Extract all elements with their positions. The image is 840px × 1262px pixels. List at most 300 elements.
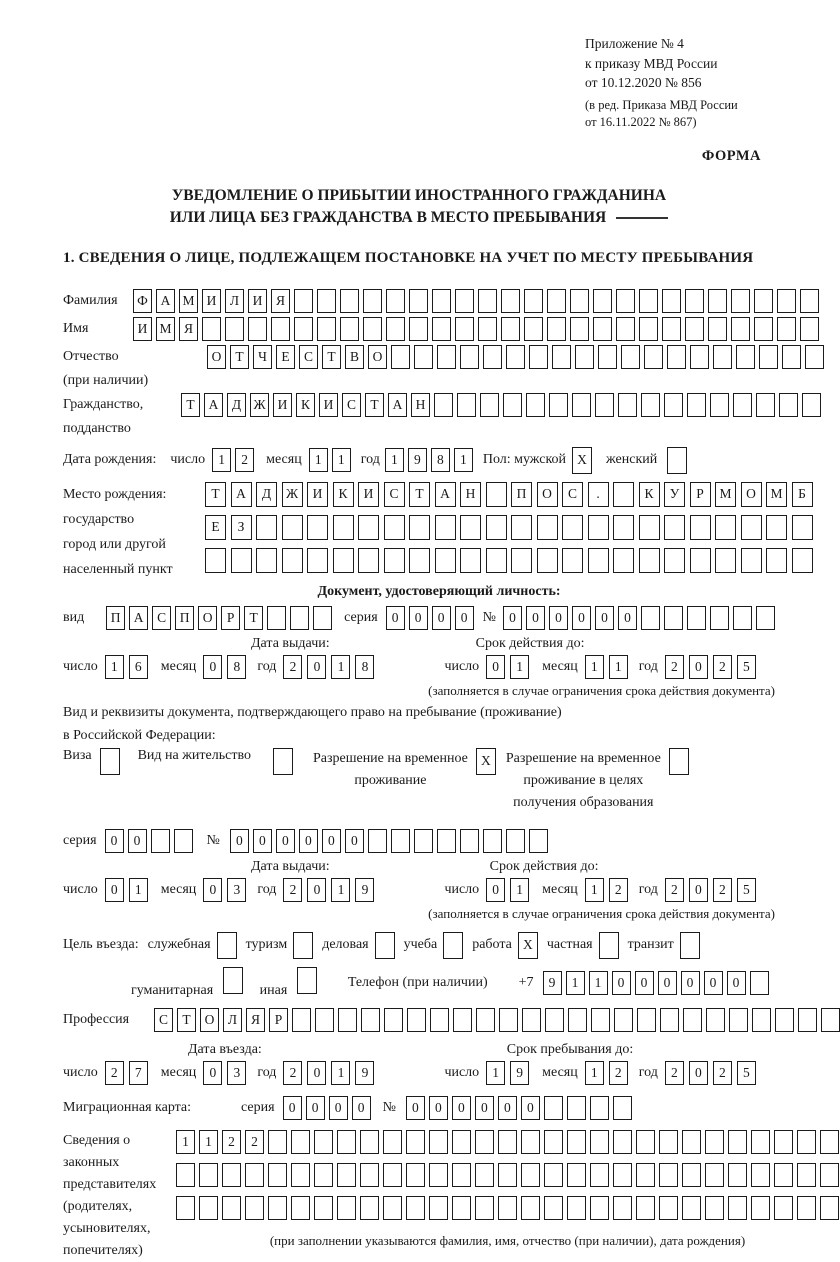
form-cell[interactable]: Л [225,289,244,313]
form-cell[interactable] [267,606,286,630]
form-cell[interactable] [687,393,706,417]
form-cell[interactable]: О [207,345,226,369]
form-cell[interactable]: Т [205,482,226,507]
form-cell[interactable]: 9 [408,448,427,472]
form-cell[interactable]: 3 [227,878,246,902]
form-cell[interactable] [476,1008,495,1032]
form-cell[interactable]: 0 [306,1096,325,1120]
form-cell[interactable] [176,1196,195,1220]
form-cell[interactable] [268,1163,287,1187]
form-cell[interactable] [338,1008,357,1032]
form-cell[interactable]: Т [409,482,430,507]
form-cell[interactable] [443,932,463,959]
form-cell[interactable] [733,393,752,417]
form-cell[interactable] [337,1130,356,1154]
form-cell[interactable] [682,1163,701,1187]
form-cell[interactable] [506,829,525,853]
form-cell[interactable]: Д [227,393,246,417]
form-cell[interactable] [733,606,752,630]
form-cell[interactable]: Н [411,393,430,417]
form-cell[interactable] [683,1008,702,1032]
form-cell[interactable] [775,1008,794,1032]
form-cell[interactable] [529,829,548,853]
form-cell[interactable] [613,1196,632,1220]
form-cell[interactable] [637,1008,656,1032]
form-cell[interactable] [797,1163,816,1187]
form-cell[interactable] [386,289,405,313]
form-cell[interactable] [529,345,548,369]
form-cell[interactable]: 0 [307,1061,326,1085]
form-cell[interactable] [667,447,687,474]
form-cell[interactable]: 2 [283,1061,302,1085]
form-cell[interactable] [590,1096,609,1120]
form-cell[interactable]: 1 [105,655,124,679]
form-cell[interactable] [690,548,711,573]
form-cell[interactable] [314,1196,333,1220]
form-cell[interactable] [256,548,277,573]
form-cell[interactable] [690,345,709,369]
form-cell[interactable] [452,1130,471,1154]
form-cell[interactable]: 1 [510,655,529,679]
form-cell[interactable]: Р [269,1008,288,1032]
form-cell[interactable] [751,1163,770,1187]
form-cell[interactable] [779,393,798,417]
form-cell[interactable]: 5 [737,878,756,902]
form-cell[interactable] [705,1163,724,1187]
form-cell[interactable]: 0 [595,606,614,630]
form-cell[interactable]: С [342,393,361,417]
form-cell[interactable]: 0 [128,829,147,853]
form-cell[interactable]: 0 [406,1096,425,1120]
form-cell[interactable] [292,1008,311,1032]
form-cell[interactable]: 0 [455,606,474,630]
form-cell[interactable]: 0 [681,971,700,995]
form-cell[interactable] [544,1096,563,1120]
form-cell[interactable] [333,548,354,573]
form-cell[interactable] [741,548,762,573]
form-cell[interactable]: 1 [309,448,328,472]
form-cell[interactable] [798,1008,817,1032]
form-cell[interactable]: 2 [245,1130,264,1154]
form-cell[interactable]: Т [230,345,249,369]
form-cell[interactable] [223,967,243,994]
form-cell[interactable] [174,829,193,853]
form-cell[interactable] [575,345,594,369]
form-cell[interactable]: 5 [737,655,756,679]
form-cell[interactable] [547,317,566,341]
form-cell[interactable]: 1 [585,655,604,679]
form-cell[interactable] [641,393,660,417]
form-cell[interactable] [430,1008,449,1032]
form-cell[interactable]: Т [177,1008,196,1032]
form-cell[interactable] [368,829,387,853]
form-cell[interactable] [715,548,736,573]
form-cell[interactable]: И [358,482,379,507]
form-cell[interactable]: 0 [689,1061,708,1085]
form-cell[interactable]: 0 [521,1096,540,1120]
form-cell[interactable] [667,345,686,369]
form-cell[interactable] [231,548,252,573]
form-cell[interactable] [728,1130,747,1154]
form-cell[interactable]: 0 [105,829,124,853]
form-cell[interactable] [315,1008,334,1032]
form-cell[interactable] [613,1130,632,1154]
form-cell[interactable] [360,1196,379,1220]
form-cell[interactable] [199,1196,218,1220]
form-cell[interactable] [641,606,660,630]
form-cell[interactable] [498,1130,517,1154]
form-cell[interactable] [544,1163,563,1187]
form-cell[interactable] [598,345,617,369]
form-cell[interactable] [480,393,499,417]
form-cell[interactable]: 0 [307,655,326,679]
form-cell[interactable] [710,393,729,417]
form-cell[interactable]: 0 [503,606,522,630]
form-cell[interactable] [176,1163,195,1187]
form-cell[interactable] [802,393,821,417]
form-cell[interactable]: 0 [658,971,677,995]
form-cell[interactable] [613,515,634,540]
form-cell[interactable] [800,317,819,341]
form-cell[interactable] [406,1163,425,1187]
form-cell[interactable] [407,1008,426,1032]
form-cell[interactable] [406,1130,425,1154]
form-cell[interactable] [375,932,395,959]
form-cell[interactable]: 2 [665,655,684,679]
form-cell[interactable] [524,317,543,341]
form-cell[interactable] [570,317,589,341]
form-cell[interactable] [766,548,787,573]
form-cell[interactable] [662,317,681,341]
form-cell[interactable] [820,1130,839,1154]
form-cell[interactable]: У [664,482,685,507]
form-cell[interactable] [797,1130,816,1154]
form-cell[interactable] [245,1196,264,1220]
form-cell[interactable]: 0 [486,655,505,679]
form-cell[interactable]: Е [276,345,295,369]
form-cell[interactable] [453,1008,472,1032]
form-cell[interactable] [731,317,750,341]
form-cell[interactable] [282,548,303,573]
form-cell[interactable]: Т [365,393,384,417]
form-cell[interactable] [460,548,481,573]
form-cell[interactable] [736,345,755,369]
form-cell[interactable] [291,1163,310,1187]
form-cell[interactable] [437,829,456,853]
form-cell[interactable] [383,1130,402,1154]
form-cell[interactable]: 2 [713,655,732,679]
form-cell[interactable] [337,1163,356,1187]
form-cell[interactable] [567,1130,586,1154]
form-cell[interactable] [314,1130,333,1154]
form-cell[interactable] [483,829,502,853]
form-cell[interactable]: М [156,317,175,341]
form-cell[interactable]: 0 [526,606,545,630]
form-cell[interactable] [429,1163,448,1187]
form-cell[interactable]: 2 [235,448,254,472]
form-cell[interactable] [751,1196,770,1220]
form-cell[interactable]: 0 [307,878,326,902]
form-cell[interactable]: 2 [609,1061,628,1085]
form-cell[interactable]: 1 [510,878,529,902]
form-cell[interactable]: 0 [230,829,249,853]
form-cell[interactable]: Ж [282,482,303,507]
form-cell[interactable] [273,748,293,775]
form-cell[interactable]: 0 [486,878,505,902]
form-cell[interactable]: Е [205,515,226,540]
form-cell[interactable] [545,1008,564,1032]
form-cell[interactable] [690,515,711,540]
form-cell[interactable]: С [384,482,405,507]
form-cell[interactable] [202,317,221,341]
form-cell[interactable] [409,548,430,573]
form-cell[interactable]: 1 [589,971,608,995]
form-cell[interactable]: 1 [454,448,473,472]
form-cell[interactable] [317,317,336,341]
form-cell[interactable] [455,289,474,313]
form-cell[interactable] [307,548,328,573]
form-cell[interactable] [414,829,433,853]
form-cell[interactable]: 2 [222,1130,241,1154]
form-cell[interactable] [317,289,336,313]
form-cell[interactable]: Т [244,606,263,630]
form-cell[interactable]: С [562,482,583,507]
form-cell[interactable]: В [345,345,364,369]
form-cell[interactable] [282,515,303,540]
form-cell[interactable]: 1 [585,1061,604,1085]
form-cell[interactable] [756,606,775,630]
form-cell[interactable] [591,1008,610,1032]
form-cell[interactable] [729,1008,748,1032]
form-cell[interactable] [685,289,704,313]
form-cell[interactable] [205,548,226,573]
form-cell[interactable] [728,1196,747,1220]
form-cell[interactable]: К [639,482,660,507]
form-cell[interactable]: 9 [543,971,562,995]
form-cell[interactable]: . [588,482,609,507]
form-cell[interactable] [588,515,609,540]
form-cell[interactable] [360,1163,379,1187]
form-cell[interactable] [522,1008,541,1032]
form-cell[interactable]: К [333,482,354,507]
form-cell[interactable] [511,515,532,540]
form-cell[interactable] [460,345,479,369]
form-cell[interactable] [595,393,614,417]
form-cell[interactable]: Ж [250,393,269,417]
form-cell[interactable]: И [273,393,292,417]
form-cell[interactable] [294,317,313,341]
form-cell[interactable]: 6 [129,655,148,679]
form-cell[interactable] [636,1130,655,1154]
form-cell[interactable] [710,606,729,630]
form-cell[interactable]: 7 [129,1061,148,1085]
form-cell[interactable] [386,317,405,341]
form-cell[interactable]: А [129,606,148,630]
form-cell[interactable] [774,1196,793,1220]
form-cell[interactable] [460,829,479,853]
form-cell[interactable] [756,393,775,417]
form-cell[interactable] [562,548,583,573]
form-cell[interactable] [751,1130,770,1154]
form-cell[interactable] [706,1008,725,1032]
form-cell[interactable]: И [133,317,152,341]
form-cell[interactable] [475,1130,494,1154]
form-cell[interactable] [307,515,328,540]
form-cell[interactable]: 0 [704,971,723,995]
form-cell[interactable] [766,515,787,540]
form-cell[interactable]: 0 [612,971,631,995]
form-cell[interactable] [659,1196,678,1220]
form-cell[interactable] [636,1196,655,1220]
form-cell[interactable]: 2 [283,878,302,902]
form-cell[interactable] [820,1196,839,1220]
form-cell[interactable] [271,317,290,341]
form-cell[interactable] [100,748,120,775]
form-cell[interactable]: 9 [510,1061,529,1085]
form-cell[interactable]: 0 [203,1061,222,1085]
form-cell[interactable]: 1 [212,448,231,472]
form-cell[interactable] [452,1196,471,1220]
form-cell[interactable]: X [572,447,592,474]
form-cell[interactable] [613,1163,632,1187]
form-cell[interactable] [313,606,332,630]
form-cell[interactable] [567,1163,586,1187]
form-cell[interactable]: 2 [609,878,628,902]
form-cell[interactable] [486,548,507,573]
form-cell[interactable]: 9 [355,1061,374,1085]
form-cell[interactable] [636,1163,655,1187]
form-cell[interactable] [618,393,637,417]
form-cell[interactable]: 8 [355,655,374,679]
form-cell[interactable] [358,548,379,573]
form-cell[interactable] [499,1008,518,1032]
form-cell[interactable] [567,1096,586,1120]
form-cell[interactable]: Т [322,345,341,369]
form-cell[interactable] [590,1163,609,1187]
form-cell[interactable] [358,515,379,540]
form-cell[interactable] [293,932,313,959]
form-cell[interactable]: З [231,515,252,540]
form-cell[interactable]: С [299,345,318,369]
form-cell[interactable] [752,1008,771,1032]
form-cell[interactable]: 1 [331,1061,350,1085]
form-cell[interactable] [741,515,762,540]
form-cell[interactable]: С [152,606,171,630]
form-cell[interactable]: 0 [452,1096,471,1120]
form-cell[interactable]: А [388,393,407,417]
form-cell[interactable]: X [518,932,538,959]
form-cell[interactable] [501,317,520,341]
form-cell[interactable]: 2 [283,655,302,679]
form-cell[interactable] [384,548,405,573]
form-cell[interactable] [570,289,589,313]
form-cell[interactable] [549,393,568,417]
form-cell[interactable]: Ф [133,289,152,313]
form-cell[interactable] [333,515,354,540]
form-cell[interactable]: 1 [176,1130,195,1154]
form-cell[interactable] [498,1196,517,1220]
form-cell[interactable] [432,317,451,341]
form-cell[interactable] [434,393,453,417]
form-cell[interactable]: 2 [713,1061,732,1085]
form-cell[interactable]: П [511,482,532,507]
form-cell[interactable] [593,289,612,313]
form-cell[interactable] [821,1008,840,1032]
form-cell[interactable] [363,289,382,313]
form-cell[interactable]: 0 [203,878,222,902]
form-cell[interactable] [544,1196,563,1220]
form-cell[interactable] [384,1008,403,1032]
form-cell[interactable] [639,289,658,313]
form-cell[interactable] [406,1196,425,1220]
form-cell[interactable] [437,345,456,369]
form-cell[interactable] [455,317,474,341]
form-cell[interactable] [687,606,706,630]
form-cell[interactable]: 1 [332,448,351,472]
form-cell[interactable]: К [296,393,315,417]
form-cell[interactable] [705,1196,724,1220]
form-cell[interactable] [340,289,359,313]
form-cell[interactable] [409,317,428,341]
form-cell[interactable] [664,393,683,417]
form-cell[interactable] [498,1163,517,1187]
form-cell[interactable]: 3 [227,1061,246,1085]
form-cell[interactable] [728,1163,747,1187]
form-cell[interactable]: О [368,345,387,369]
form-cell[interactable]: 0 [618,606,637,630]
form-cell[interactable]: Н [460,482,481,507]
form-cell[interactable]: И [248,289,267,313]
form-cell[interactable] [616,289,635,313]
form-cell[interactable] [151,829,170,853]
form-cell[interactable] [452,1163,471,1187]
form-cell[interactable]: 0 [498,1096,517,1120]
form-cell[interactable]: А [156,289,175,313]
form-cell[interactable] [337,1196,356,1220]
form-cell[interactable] [621,345,640,369]
form-cell[interactable]: Д [256,482,277,507]
form-cell[interactable] [256,515,277,540]
form-cell[interactable] [248,317,267,341]
form-cell[interactable] [435,515,456,540]
form-cell[interactable] [429,1130,448,1154]
form-cell[interactable]: П [175,606,194,630]
form-cell[interactable] [659,1163,678,1187]
form-cell[interactable] [245,1163,264,1187]
form-cell[interactable]: 0 [322,829,341,853]
form-cell[interactable] [797,1196,816,1220]
form-cell[interactable] [432,289,451,313]
form-cell[interactable]: 5 [737,1061,756,1085]
form-cell[interactable]: М [715,482,736,507]
form-cell[interactable]: 1 [331,655,350,679]
form-cell[interactable] [820,1163,839,1187]
form-cell[interactable]: 1 [609,655,628,679]
form-cell[interactable] [664,606,683,630]
form-cell[interactable] [613,548,634,573]
form-cell[interactable] [754,317,773,341]
form-cell[interactable]: С [154,1008,173,1032]
form-cell[interactable] [391,345,410,369]
form-cell[interactable] [363,317,382,341]
form-cell[interactable] [805,345,824,369]
form-cell[interactable] [521,1196,540,1220]
form-cell[interactable] [524,289,543,313]
form-cell[interactable] [383,1163,402,1187]
form-cell[interactable] [544,1130,563,1154]
form-cell[interactable]: 8 [431,448,450,472]
form-cell[interactable] [435,548,456,573]
